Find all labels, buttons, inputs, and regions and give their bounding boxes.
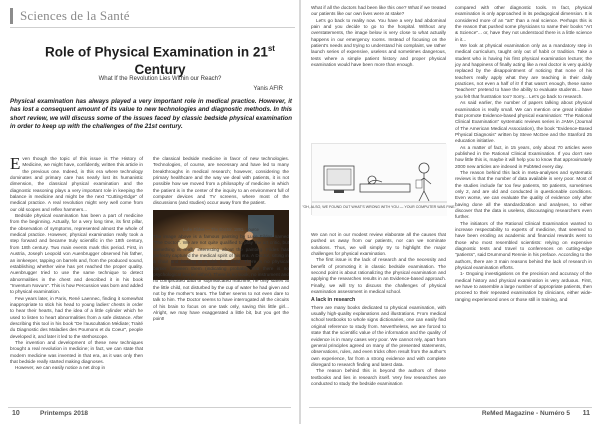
issue-label: Printemps 2018 [40, 410, 89, 417]
paragraph: The image above is a famous painting by Luke Fildes named "The Doctor". We are not quite qualified to play the art critic, but something is really interesting about the painting. Fildes has perfectly captured the medical spirit of his era. A Doctor, sitting in a chair and looking at a sick little child. There is no physical barrier between them (indicating probably that there is no psychological barrier either). There is no book, no instrument and no complicated data or sophisticated machine; he only stares at the little child, not disturbed by the cup of water he had given and not by the mother's tears. The father seems to not even dare to talk to him. The Doctor seems to have interrogated all the circuits of his brain to focus on one task only, saving this little girl... Alright, we may have exaggerated a little bit, but you get the point! [153, 234, 289, 322]
footer-rule [309, 407, 592, 408]
section-title: Sciences de la Santé [20, 8, 130, 23]
paragraph: Few years later, in Paris, René Laennec, finding it somewhat inappropriate to stick his head to young ladies' chests in order to hear their hearts, had the idea of a little cylinder which he used to listen to heart abnormalities from a safe distance. After describing this tool in his book "De l'auscultation Médiate; Traité du Diagnostic des Maladies des Poumons et du Coeur", people developed it, and later it led to the stethoscope. [10, 295, 143, 339]
paragraph: 1- Ongoing investigations on the precision and accuracy of the medical history and physical examination is very arduous. First, we have to assemble a large number of appropriate patients, then proceed to their repeated examination by clinicians, either wide-ranging experienced ones or those still in training, and [455, 271, 592, 302]
right-page [301, 0, 600, 424]
paragraph: We can not in our modest review elaborate all the causes that pushed us away from our patients, nor can we nominate solutions. Thus, we will simply try to highlight the major challenges for physical examination. [311, 232, 446, 257]
title-sup: st [267, 44, 275, 53]
page-number: 11 [582, 410, 590, 417]
issue-label: ReMed Magazine - Numéro 5 [481, 410, 570, 417]
page-number: 10 [12, 410, 20, 417]
caption-source-link[interactable]: Source [245, 227, 259, 232]
article-author: Yanis AFIR [253, 86, 283, 92]
abstract: Physical examination has always played a very important role in medical practice. However, it has lost a consequent amount of its value to new technologies and diagnostic methods. In this short review, we will discuss some of the issues faced by classic bedside physical examination in order to keep up with the challenges of the 21st century. [10, 98, 292, 130]
article-title [40, 40, 280, 78]
paragraph: compared with other diagnostic tools. In fact, physical examination is only approached in its pedagogical dimension. It is considered more of an "art" than a real science. Perhaps this is the reason that pushed some physicians to name their books "Art & Science"... or, have they not understood there is a little science in it... [455, 5, 592, 42]
paragraph: However, we can easily notice a net drop in [15, 365, 106, 371]
title-text: Role of Physical Examination in 21 [45, 44, 268, 60]
cartoon-caption: "OH, ALSO, WE FOUND OUT WHAT'S WRONG WITH YOU — YOUR COMPUTER WAS FINE." [302, 205, 457, 209]
footer-rule [8, 407, 291, 408]
article-subtitle: What If the Revolution Lies Within our Reach? [98, 76, 222, 82]
right-column-1-continued [311, 232, 446, 387]
cartoon-image [302, 143, 457, 215]
left-page [0, 0, 299, 424]
paragraph: We look at physical examination only as a mandatory step in medical curriculum, taught only out of habit or tradition. Take a student who is having his first physical examination lecture; the joy and happiness of finally acting like a real doctor is very quickly replaced by the disappointment of noticing that none of his teachers really apply what they are teaching in their daily practices, not even a half of it! If that wasn't enough, these same "teachers" pretend to have the ability to evaluate students... have you felt that frustration too? Sorry... Let's go back to research. [455, 43, 592, 99]
paragraph: Bedside physical examination has been a part of medicine from the beginning. Actually, for a very long time, its first pillar, the observation of symptoms, represented almost the whole of medical practice. However, physical examination really took a step forward and became truly scientific in the 18th century, from 18th century. Two main events mark this period. First, in Austria, Joseph Leopold von Auenbrugger observed his father, an innkeeper, tapping on barrels and, from the produced sound, establishing whether wine has yet reached the proper quality. Auenbrugger tried to use the same technique to detect abnormalities in the chest and described it in his book "Inventum Novum". This is how Percussion was born and added to physical examination. [10, 213, 143, 295]
paragraph: the classical bedside medicine in favor of new technologies. Technologies, of course, are necessary and have led to many breakthroughs in medical research; however, considering the primary healthcare and the way we deal with patients, it is not possible how we moved from a philosophy of medicine in which the patient is in the center of the inquiry to an environment full of computer devices and TV screens, where most of the discussions (and studies) occur away from the patient. [153, 156, 289, 206]
paragraph: As a matter of fact, in 15 years, only about 70 articles were published in the Rational Clinical Examination. If you don't see how little this is, maybe it will help you to know that approximately 2000 new articles are indexed in PubMed every day. [455, 144, 592, 169]
paragraph: Let's go back to reality now. You have a very bad abdominal pain and you decide to go to the hospital. Without any overstatements, the image below is very close to what actually happens in our emergency rooms. Instead of focusing on the patient's needs and trying to understand his complaint, we rather launch series of expensive, useless and sometimes dangerous, tests where a simple patient history and proper physical examination would have been more than enough. [311, 17, 446, 68]
section-heading: A lack in research [311, 297, 356, 304]
right-column-1 [311, 5, 446, 68]
page-footer [0, 404, 299, 424]
paragraph: The invention and development of these new techniques brought a real revolution in medicine; in fact, we can state that modern medicine was invented in that era, as it was only then that bedside really started making diagnoses. [10, 339, 143, 364]
paragraph: The reason behind this is beyond the authors of these textbooks and lies in research itself. Very few researches are conducted to study the bedside examination [311, 368, 446, 386]
cartoon-drawing [302, 144, 457, 216]
paragraph: There are many books dedicated to physical examination, with usually high-quality explanations and illustrations. From medical school textbooks to whole signs dictionaries, one can easily find original reference to study from. Nevertheless, we are forced to state that the scientific value of the information and the quality of evidence is in many cases very poor. We cannot rely, apart from general principles agreed on many of the presented statements, observations, rules, and even tricks often result from the author's own experience, far from a strong evidence and with complete disregard to research finding and latest data. [311, 304, 446, 367]
right-column-2 [455, 5, 592, 303]
paragraph: What if all the doctors had been like this one? What if we treated our patients like our own lives were at stake? [311, 5, 446, 17]
paragraph: The first issue is the lack of research and the necessity and benefit of promoting it in classic bedside examination. The second point is about rationalizing the physical examination and applying the researches results in an Evidence-based approach. Finally, we will try to discuss the challenges of physical examination assessment in medical school. [311, 257, 446, 295]
section-bar [10, 8, 13, 24]
paragraph: The reason behind this lack in meta-analyses and systematic reviews is that the number of data available is very poor. Most of the studies include far too few patients, 50 patients, sometimes only 2, and are old and conducted in questionable conditions. Even worse, we can evaluate the quality of evidence only after having done all the standardization and analyses, to either discover that the data is useless, discouraging researchers even further. [455, 169, 592, 220]
section-header [10, 4, 295, 28]
paragraph: The initiators of the Rational Clinical Examination wanted to increase respectability to experts of medicine, that seemed to have been eroding as academic and financial rewards went to those who most resembled scientists: relying on expensive diagnostic tests and travel to conferences on cutting-edge "patients", said Drummond Rennie in his preface. According to the authors, there are 3 main reasons behind the lack of research in physical examination efforts. [455, 220, 592, 271]
paragraph: Even though the topic of this issue is The History of Medicine, we might have, confidently, written this article in the previous one. Indeed, in this era where technology dominates and primary care has nearly lost its humanistic dimension, the classical physical examination and the diagnostic reasoning plays a very important role in keeping the balance in medicine and might be the next "Cutting-Edge" of medical practice. A real revolution might very well come from our old scopes and reflex hammers... [10, 154, 143, 212]
paragraph: As said earlier, the number of papers talking about physical examination is really small. We can mention one great initiative that promote Evidence-based physical examination: "The Rational Clinical Examination" systematic reviews series in JAMA (Journal of The American Medical Association), the book "Evidence-Based Physical Diagnosis" written by Steve McGee and the Stanford 25 education initiative. [455, 100, 592, 144]
drop-cap: E [10, 154, 21, 173]
title-line2: Century [134, 61, 186, 77]
page-footer [301, 404, 600, 424]
left-column-1 [10, 156, 143, 372]
painting-caption: Luke Fildes — The Doctor, 1891. Source [183, 227, 259, 232]
left-column-2-continued [153, 234, 289, 323]
